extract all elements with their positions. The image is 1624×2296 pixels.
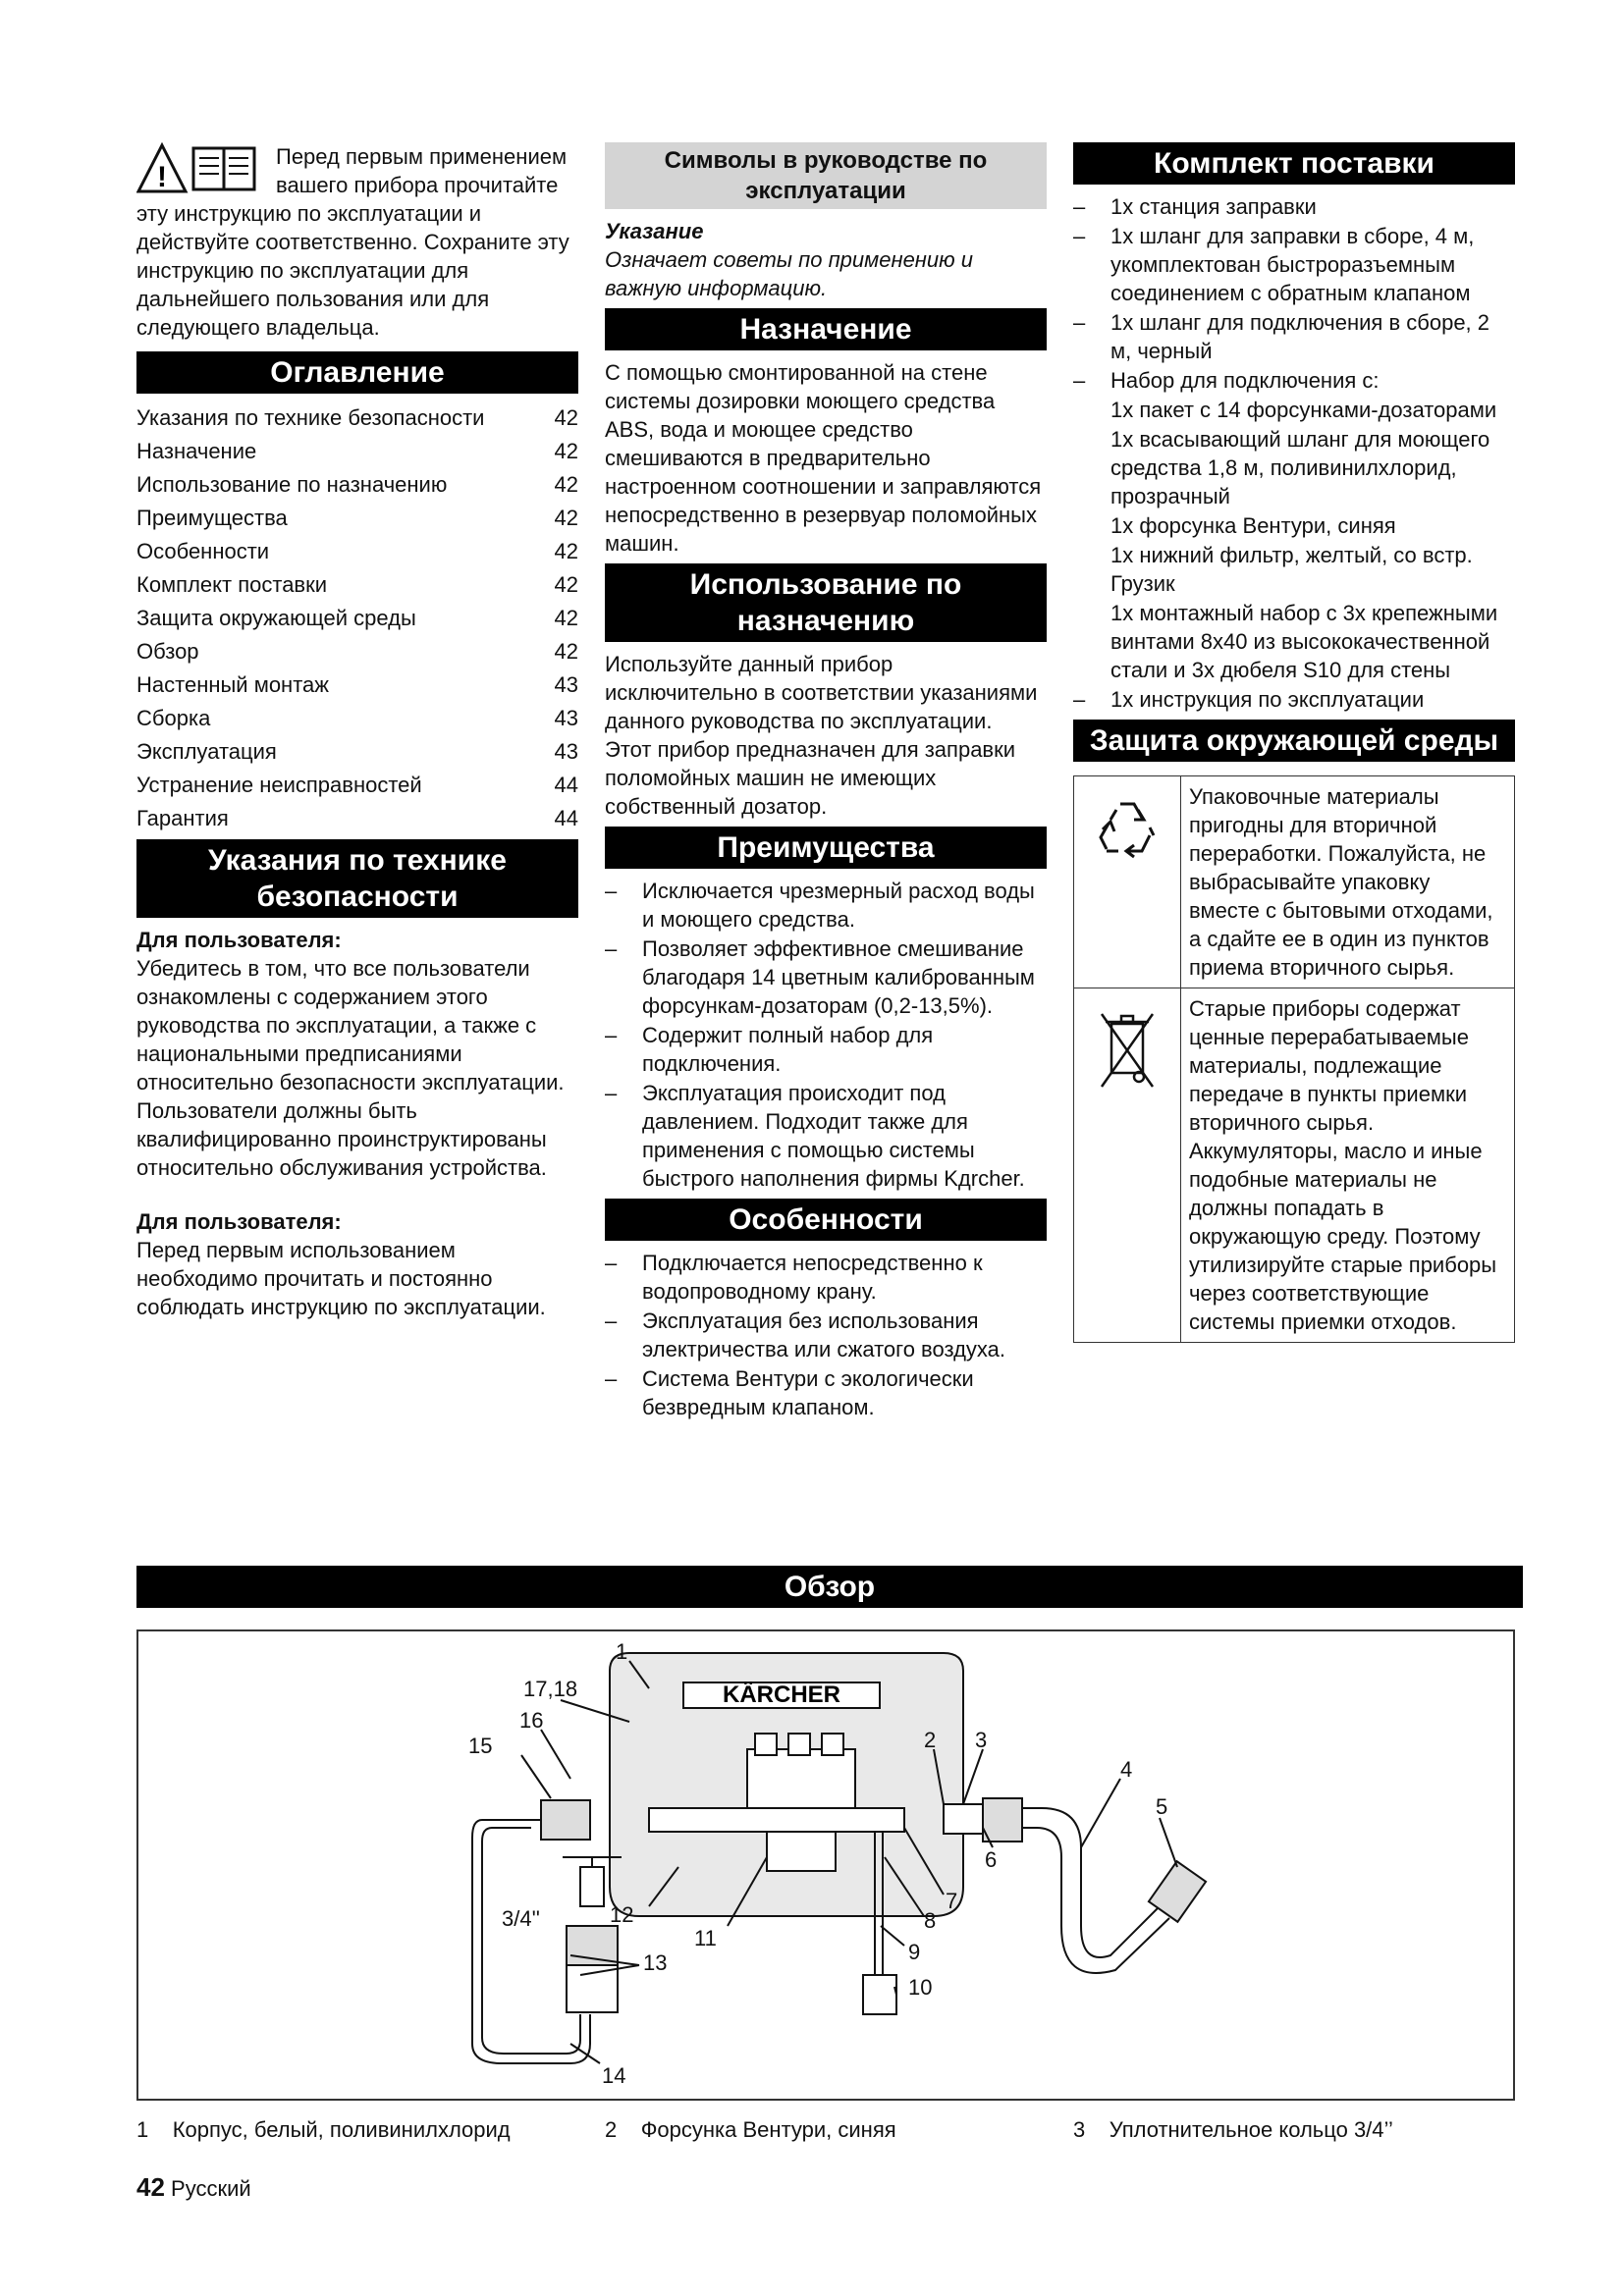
advantages-list [605,877,1047,1193]
caption-1: 1 Корпус, белый, поливинилхлорид [136,2117,511,2142]
column-middle [605,142,1047,1422]
callout-2: 2 [924,1728,937,1752]
purpose-text: С помощью смонтированной на стене системы дозировки моющего средства ABS, вода и моющее средство смешиваются в предварительно настроенном соотношении и заправляются непосредственно в резервуар поломойных машин. [605,360,1042,556]
purpose-title: Назначение [605,308,1047,350]
symbols-title: Символы в руководстве по эксплуатации [605,142,1047,209]
kit-sub-item: 1x пакет с 14 форсунками-дозаторами [1110,398,1497,422]
toc-page: 44 [554,773,578,797]
column-right [1073,142,1515,1343]
toc-label: Использование по назначению [136,472,448,497]
svg-text:!: ! [157,161,167,193]
callout-8: 8 [924,1908,937,1933]
use-text-1: Используйте данный прибор исключительно в соответствии указаниями данного руководства по эксплуатации. [605,652,1038,733]
user1-title: Для пользователя: [136,928,342,952]
list-item: – Система Вентури с экологически безвредным клапаном. [605,1364,1047,1421]
toc-entry[interactable] [136,535,578,568]
kit-title: Комплект поставки [1073,142,1515,185]
callout-17-18: 17,18 [523,1677,578,1701]
toc-entry[interactable] [136,635,578,668]
callout-15: 15 [468,1734,493,1758]
safety-title: Указания по технике безопасности [136,839,578,918]
callout-16: 16 [519,1708,544,1733]
toc-page: 42 [554,539,578,563]
kit-sub-item: 1x нижний фильтр, желтый, со встр. Грузик [1110,543,1473,596]
list-item: – 1x шланг для заправки в сборе, 4 м, укомплектован быстроразъемным соединением с обратным клапаном [1073,222,1515,307]
language-label: Русский [171,2176,251,2201]
note-title: Указание [605,219,704,243]
callout-6: 6 [985,1847,998,1872]
intro-text: Перед первым применением вашего прибора прочитайте эту инструкцию по эксплуатации и действуйте соответственно. Сохраните эту инструкцию по эксплуатации для дальнейшего пользования или для следующего владельца. [136,144,569,340]
toc-page: 42 [554,439,578,463]
toc-page: 43 [554,739,578,764]
callout-10: 10 [908,1975,933,2000]
list-item: – Исключается чрезмерный расход воды и моющего средства. [605,877,1047,934]
toc-label: Указания по технике безопасности [136,405,485,430]
list-item: – 1x инструкция по эксплуатации [1073,685,1515,714]
weee-cell [1074,988,1181,1343]
features-list [605,1249,1047,1421]
list-item: – Эксплуатация без использования электричества или сжатого воздуха. [605,1307,1047,1363]
intro-block [136,142,578,342]
callout-14: 14 [602,2063,626,2088]
list-item: – 1x станция заправки [1073,192,1515,221]
callout-9: 9 [908,1940,921,1964]
toc-entry[interactable] [136,668,578,702]
toc-entry[interactable] [136,468,578,502]
toc-page: 44 [554,806,578,830]
environment-title: Защита окружающей среды [1073,720,1515,762]
packaging-text: Упаковочные материалы пригодны для вторичной переработки. Пожалуйста, не выбрасывайте упаковку вместе с бытовыми отходами, а сдайте ее в один из пунктов приема вторичного сырья. [1181,776,1515,988]
callout-1: 1 [616,1639,628,1664]
toc-entry[interactable] [136,435,578,468]
toc-label: Устранение неисправностей [136,773,422,797]
page-number: 42 [136,2172,165,2202]
toc-page: 43 [554,706,578,730]
environment-table [1073,775,1515,1343]
page-footer [136,2172,251,2203]
toc-page: 42 [554,506,578,530]
toc-label: Преимущества [136,506,288,530]
overview-title: Обзор [136,1566,1523,1608]
toc-page: 42 [554,405,578,430]
toc-page: 42 [554,472,578,497]
toc-entry[interactable] [136,735,578,769]
old-devices-text: Старые приборы содержат ценные перерабатываемые материалы, подлежащие передаче в пункты приемки вторичного сырья. Аккумуляторы, масло и иные подобные материалы не должны попадать в окружающую среду. Поэтому утилизируйте старые приборы через соответствующие системы приемки отходов. [1181,988,1515,1343]
toc-page: 42 [554,639,578,664]
callout-13: 13 [643,1950,668,1975]
toc-list [136,401,578,835]
kit-list [1073,192,1515,395]
toc-label: Назначение [136,439,257,463]
crossed-bin-icon [1096,1008,1159,1096]
advantages-title: Преимущества [605,827,1047,869]
toc-page: 43 [554,672,578,697]
kit-sub-item: 1x всасывающий шланг для моющего средства 1,8 м, поливинилхлорид, прозрачный [1110,427,1490,508]
list-item: – Набор для подключения с: [1073,366,1515,395]
toc-title: Оглавление [136,351,578,394]
table-row [1074,776,1515,988]
column-left [136,142,578,1321]
list-item: – Подключается непосредственно к водопроводному крану. [605,1249,1047,1306]
caption-3: 3 Уплотнительное кольцо 3/4’’ [1073,2117,1393,2142]
toc-label: Сборка [136,706,211,730]
list-item: – Содержит полный набор для подключения. [605,1021,1047,1078]
callout-3: 3 [975,1728,988,1752]
warning-manual-icon [136,142,262,195]
recycle-cell [1074,776,1181,988]
features-title: Особенности [605,1199,1047,1241]
recycle-icon [1093,796,1162,865]
toc-label: Комплект поставки [136,572,328,597]
toc-label: Защита окружающей среды [136,606,416,630]
callout-thread-size: 3/4'' [502,1906,540,1931]
user2-text: Перед первым использованием необходимо прочитать и постоянно соблюдать инструкцию по эксплуатации. [136,1238,546,1319]
toc-entry[interactable] [136,502,578,535]
kit-sub-item: 1x форсунка Вентури, синяя [1110,513,1396,538]
toc-label: Особенности [136,539,270,563]
callout-7: 7 [946,1889,958,1913]
toc-entry[interactable] [136,401,578,435]
toc-entry[interactable] [136,769,578,802]
toc-label: Эксплуатация [136,739,277,764]
toc-entry[interactable] [136,568,578,602]
caption-2: 2 Форсунка Вентури, синяя [605,2117,896,2142]
list-item: – Эксплуатация происходит под давлением. Подходит также для применения с помощью системы быстрого наполнения фирмы Kдrcher. [605,1079,1047,1193]
toc-entry[interactable] [136,602,578,635]
toc-page: 42 [554,606,578,630]
kit-sub-item: 1x монтажный набор с 3x крепежными винтами 8x40 из высококачественной стали и 3x дюбеля S10 для стены [1110,601,1498,682]
brand-label: KÄRCHER [723,1682,840,1708]
toc-entry[interactable] [136,702,578,735]
callout-11: 11 [694,1926,717,1950]
table-row [1074,988,1515,1343]
callout-5: 5 [1156,1794,1168,1819]
toc-label: Настенный монтаж [136,672,329,697]
use-text-2: Этот прибор предназначен для заправки поломойных машин не имеющих собственный дозатор. [605,737,1016,819]
user2-title: Для пользователя: [136,1209,342,1234]
toc-label: Гарантия [136,806,229,830]
list-item: – 1x шланг для подключения в сборе, 2 м, черный [1073,308,1515,365]
note-text: Означает советы по применению и важную информацию. [605,247,974,300]
toc-entry[interactable] [136,802,578,835]
toc-page: 42 [554,572,578,597]
callout-12: 12 [610,1902,634,1927]
user1-text: Убедитесь в том, что все пользователи ознакомлены с содержанием этого руководства по эксплуатации, а также с национальными предписаниями относительно безопасности эксплуатации. Пользователи должны быть квалифицированно проинструктированы относительно обслуживания устройства. [136,956,565,1180]
overview-diagram [136,1629,1515,2101]
kit-list-end [1073,685,1515,714]
list-item: – Позволяет эффективное смешивание благодаря 14 цветным калиброванным форсункам-дозаторам (0,2-13,5%). [605,934,1047,1020]
device-illustration [138,1631,1513,2099]
toc-label: Обзор [136,639,199,664]
callout-4: 4 [1120,1757,1133,1782]
use-title: Использование по назначению [605,563,1047,642]
